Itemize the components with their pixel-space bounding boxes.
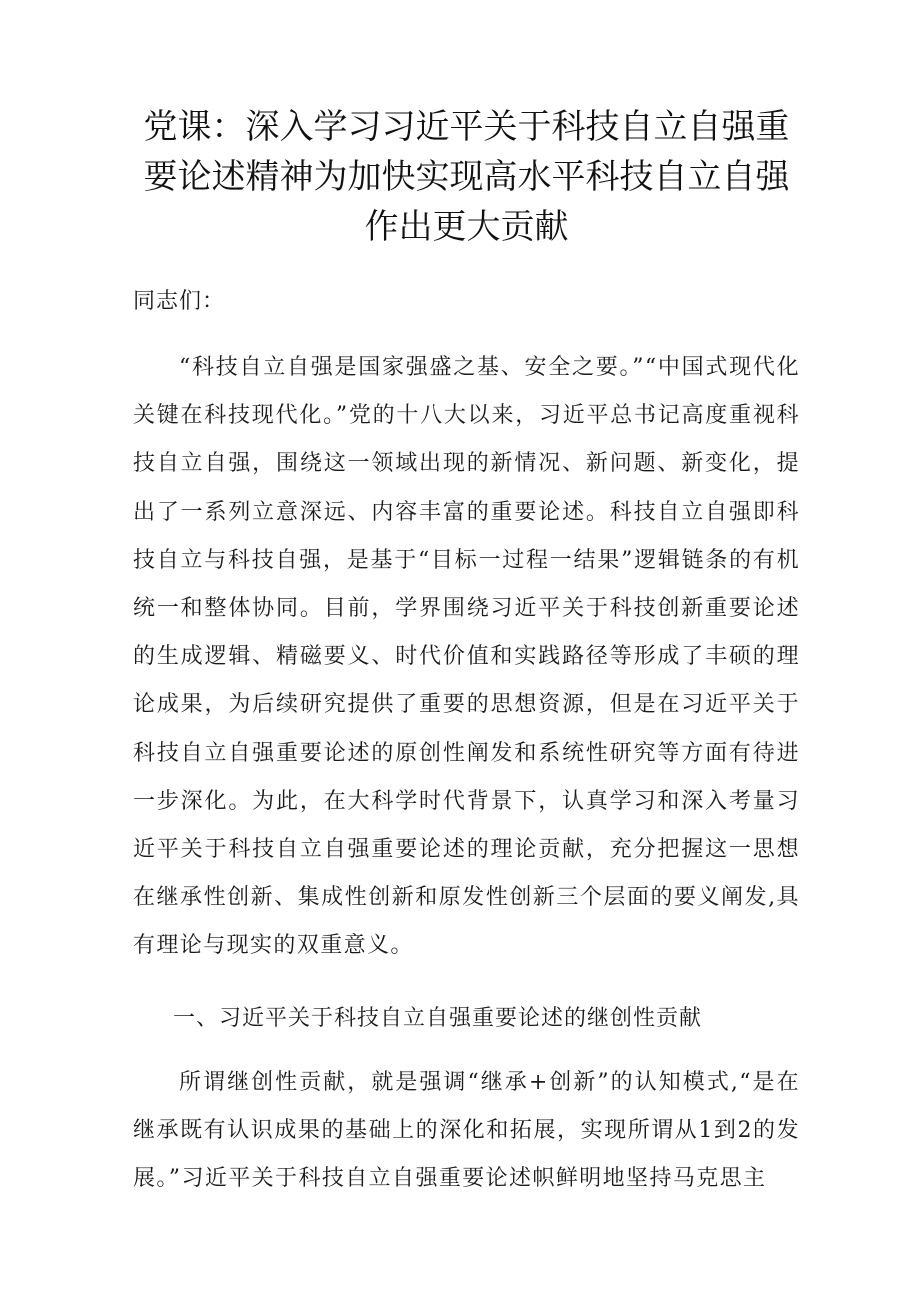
intro-paragraph: “科技自立自强是国家强盛之基、安全之要。”“中国式现代化关键在科技现代化。”党的十八大以来，习近平总书记高度重视科技自立自强，围绕这一领域出现的新情况、新问题、新变化，提出了一系列立意深远、内容丰富的重要论述。科技自立自强即科技自立与科技自强，是基于“目标一过程一结果”逻辑链条的有机统一和整体协同。目前，学界围绕习近平关于科技创新重要论述的生成逻辑、精磁要义、时代价值和实践路径等形成了丰硕的理论成果，为后续研究提供了重要的思想资源，但是在习近平关于科技自立自强重要论述的原创性阐发和系统性研究等方面有待进一步深化。为此，在大科学时代背景下，认真学习和深入考量习近平关于科技自立自强重要论述的理论贡献，充分把握这一思想在继承性创新、集成性创新和原发性创新三个层面的要义阐发,具有理论与现实的双重意义。 (133, 355, 800, 959)
section-heading: 一、习近平关于科技自立自强重要论述的继创性贡献 (173, 1005, 703, 1031)
section-paragraph: 所谓继创性贡献，就是强调“继承+创新”的认知模式,“是在继承既有认识成果的基础上的深化和拓展，实现所谓从1到2的发展。”习近平关于科技自立自强重要论述帜鲜明地坚持马克思主 (133, 1069, 800, 1192)
document-title: 党课：深入学习习近平关于科技自立自强重要论述精神为加快实现高水平科技自立自强作出更大贡献 (143, 107, 790, 247)
salutation: 同志们： (133, 289, 226, 314)
